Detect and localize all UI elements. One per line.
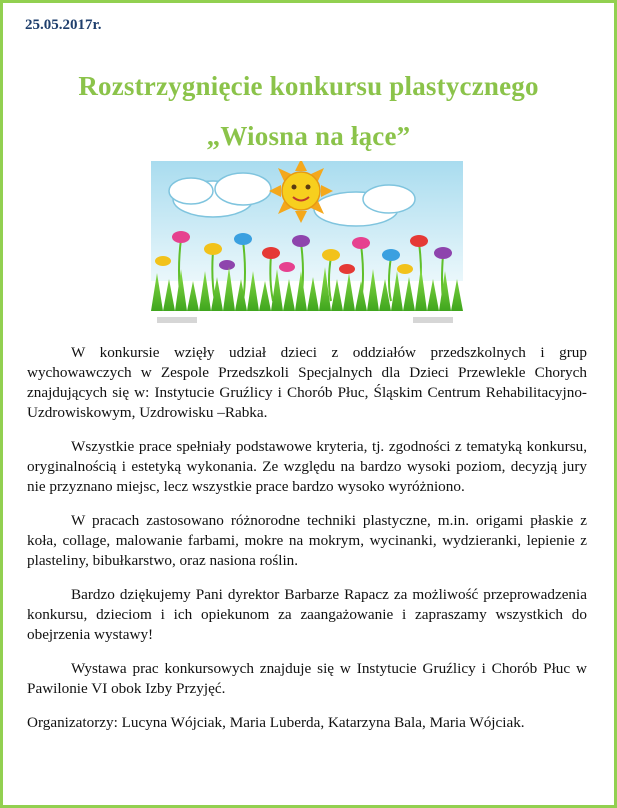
paragraph-exhibition: Wystawa prac konkursowych znajduje się w Instytucie Gruźlicy i Chorób Płuc w Pawilonie VI obok Izby Przyjęć. xyxy=(27,660,587,697)
paragraph-thanks: Bardzo dziękujemy Pani dyrektor Barbarze Rapacz za możliwość przeprowadzenia konkursu, dzieciom i ich opiekunom za zaangażowanie i zapraszamy wszystkich do obejrzenia wystawy! xyxy=(27,586,587,643)
title-line-1: Rozstrzygnięcie konkursu plastycznego xyxy=(78,71,539,101)
organizers-line: Organizatorzy: Lucyna Wójciak, Maria Luberda, Katarzyna Bala, Maria Wójciak. xyxy=(27,714,525,731)
paragraph-techniques: W pracach zastosowano różnorodne techniki plastyczne, m.in. origami płaskie z koła, collage, malowanie farbami, mokre na mokrym, wycinanki, wydzieranki, lepienie z plasteliny, bibułkarstwo, oraz nasiona roślin. xyxy=(27,512,587,569)
paragraph-criteria: Wszystkie prace spełniały podstawowe kryteria, tj. zgodności z tematyką konkursu, oryginalnością i estetyką wykonania. Ze względu na bardzo wysoki poziom, decyzją jury nie przyznano miejsc, lecz wszystkie prace bardzo wysoko wyróżniono. xyxy=(27,438,587,495)
article-body xyxy=(27,343,587,747)
sun-and-flowers-meadow-icon xyxy=(151,161,463,331)
document-date: 25.05.2017r. xyxy=(25,17,102,33)
title-line-2: „Wiosna na łące” xyxy=(206,121,411,151)
paragraph-participants: W konkursie wzięły udział dzieci z oddziałów przedszkolnych i grup wychowawczych w Zespole Przedszkoli Specjalnych dla Dzieci Przewlekle Chorych znajdujących się w: Instytucie Gruźlicy i Chorób Płuc, Śląskim Centrum Rehabilitacyjno-Uzdrowiskowym, Uzdrowisku –Rabka. xyxy=(27,344,587,421)
